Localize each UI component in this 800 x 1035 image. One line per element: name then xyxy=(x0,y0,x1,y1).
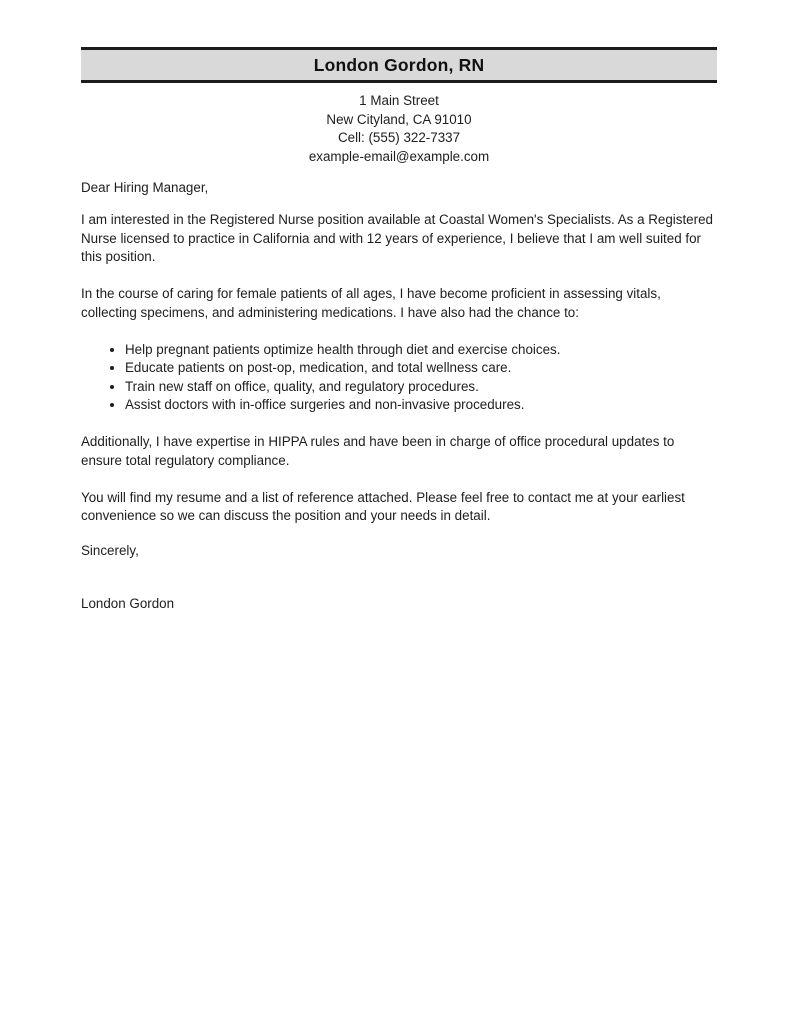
address-line-2: New Cityland, CA 91010 xyxy=(326,111,472,127)
paragraph-interest: I am interested in the Registered Nurse position available at Coastal Women's Specialists. As a Registered Nurse licensed to practice in California and with 12 years of experience, I believe that I am well suited for this position. xyxy=(81,212,713,264)
paragraph-resume: You will find my resume and a list of reference attached. Please feel free to contact me at your earliest convenience so we can discuss the position and your needs in detail. xyxy=(81,489,685,523)
list-item: • Assist doctors with in-office surgeries and non-invasive procedures. xyxy=(125,396,717,415)
signature-name: London Gordon xyxy=(81,596,175,611)
salutation: Dear Hiring Manager, xyxy=(81,180,209,195)
paragraph-experience: In the course of caring for female patients of all ages, I have become proficient in assessing vitals, collecting specimens, and administering medications. I have also had the chance to: xyxy=(81,286,661,320)
paragraph-compliance: Additionally, I have expertise in HIPPA rules and have been in charge of office procedural updates to ensure total regulatory compliance. xyxy=(81,434,675,468)
page-title: London Gordon, RN xyxy=(313,55,485,75)
list-item: • Educate patients on post-op, medication, and total wellness care. xyxy=(125,359,717,378)
email-line: example-email@example.com xyxy=(308,148,490,164)
list-item: • Help pregnant patients optimize health through diet and exercise choices. xyxy=(125,341,717,360)
letter-content xyxy=(81,47,717,614)
skills-list xyxy=(81,341,717,415)
contact-block xyxy=(81,92,717,166)
closing: Sincerely, xyxy=(81,542,139,558)
list-item: • Train new staff on office, quality, and regulatory procedures. xyxy=(125,378,717,397)
address-line-1: 1 Main Street xyxy=(359,93,439,108)
phone-line: Cell: (555) 322-7337 xyxy=(337,130,461,145)
name-banner xyxy=(81,47,717,83)
